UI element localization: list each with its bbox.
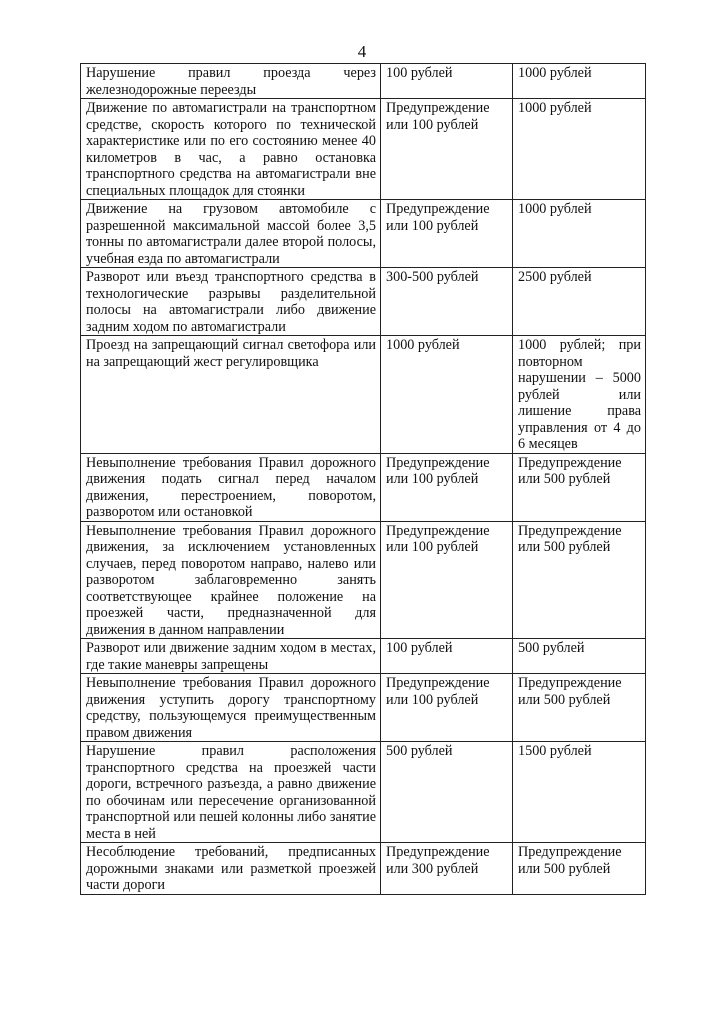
first-fine-cell: 100 рублей [381, 64, 513, 99]
table-row [81, 521, 646, 639]
repeat-fine-cell: 1000 рублей; при повторном нарушении – 5000 рублей или лишение права управления от 4 до 6 месяцев [513, 336, 646, 454]
violation-cell: Несоблюдение требований, предписанных дорожными знаками или разметкой проезжей части дороги [81, 843, 381, 895]
violation-cell: Нарушение правил проезда через железнодорожные переезды [81, 64, 381, 99]
violation-cell: Невыполнение требования Правил дорожного движения, за исключением установленных случаев, перед поворотом направо, налево или разворотом заблаговременно занять соответствующее крайнее положение на проезжей части, предназначенной для движения в данном направлении [81, 521, 381, 639]
page-number: 4 [357, 42, 367, 61]
repeat-fine-cell: 1000 рублей [513, 99, 646, 200]
table-row [81, 639, 646, 674]
repeat-fine-cell: 2500 рублей [513, 268, 646, 336]
repeat-fine-cell: 500 рублей [513, 639, 646, 674]
first-fine-cell: Предупреждение или 100 рублей [381, 99, 513, 200]
repeat-fine-cell: 1000 рублей [513, 200, 646, 268]
first-fine-cell: Предупреждение или 100 рублей [381, 521, 513, 639]
table-row [81, 742, 646, 843]
first-fine-cell: 500 рублей [381, 742, 513, 843]
first-fine-cell: Предупреждение или 300 рублей [381, 843, 513, 895]
violation-cell: Нарушение правил расположения транспортного средства на проезжей части дороги, встречного разъезда, а равно движение по обочинам или пересечение организованной транспортной или пешей колонны либо занятие места в ней [81, 742, 381, 843]
first-fine-cell: 300-500 рублей [381, 268, 513, 336]
violation-cell: Движение по автомагистрали на транспортном средстве, скорость которого по технической характеристике или по его состоянию менее 40 километров в час, а равно остановка транспортного средства на автомагистрали вне специальных площадок для стоянки [81, 99, 381, 200]
first-fine-cell: 1000 рублей [381, 336, 513, 454]
table-row [81, 843, 646, 895]
violation-cell: Разворот или движение задним ходом в местах, где такие маневры запрещены [81, 639, 381, 674]
table-row [81, 64, 646, 99]
violation-cell: Движение на грузовом автомобиле с разрешенной максимальной массой более 3,5 тонны по автомагистрали далее второй полосы, учебная езда по автомагистрали [81, 200, 381, 268]
table-row [81, 268, 646, 336]
first-fine-cell: Предупреждение или 100 рублей [381, 674, 513, 742]
first-fine-cell: Предупреждение или 100 рублей [381, 200, 513, 268]
violation-cell: Проезд на запрещающий сигнал светофора или на запрещающий жест регулировщика [81, 336, 381, 454]
repeat-fine-cell: Предупреждение или 500 рублей [513, 843, 646, 895]
violation-cell: Невыполнение требования Правил дорожного движения уступить дорогу транспортному средству, пользующемуся преимущественным правом движения [81, 674, 381, 742]
violation-cell: Невыполнение требования Правил дорожного движения подать сигнал перед началом движения, перестроением, поворотом, разворотом или остановкой [81, 453, 381, 521]
table-row [81, 674, 646, 742]
first-fine-cell: Предупреждение или 100 рублей [381, 453, 513, 521]
repeat-fine-cell: Предупреждение или 500 рублей [513, 521, 646, 639]
fines-table [80, 63, 646, 895]
table-row [81, 200, 646, 268]
violation-cell: Разворот или въезд транспортного средства в технологические разрывы разделительной полосы на автомагистрали либо движение задним ходом по автомагистрали [81, 268, 381, 336]
table-row [81, 453, 646, 521]
repeat-fine-cell: Предупреждение или 500 рублей [513, 453, 646, 521]
repeat-fine-cell: 1000 рублей [513, 64, 646, 99]
repeat-fine-cell: Предупреждение или 500 рублей [513, 674, 646, 742]
table-row [81, 99, 646, 200]
table-row [81, 336, 646, 454]
repeat-fine-cell: 1500 рублей [513, 742, 646, 843]
first-fine-cell: 100 рублей [381, 639, 513, 674]
